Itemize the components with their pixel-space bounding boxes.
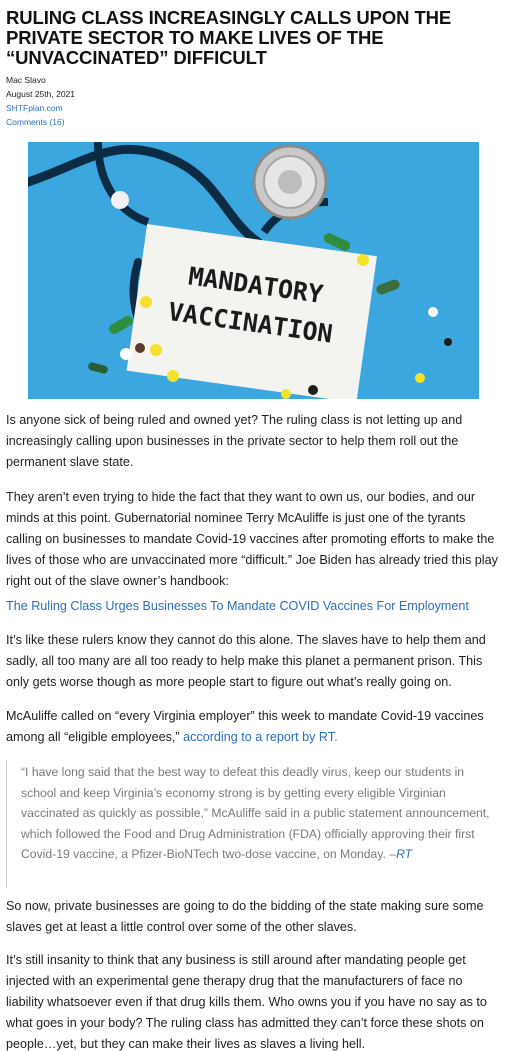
paragraph: It’s like these rulers know they cannot do this alone. The slaves have to help them and sadly, all too many are all too ready to help make this planet a permanent prison. This only gets worse though as more people start to figure out what’s really going on. — [6, 633, 486, 689]
pill-icon — [167, 370, 179, 382]
paragraph: So now, private businesses are going to do the bidding of the state making sure some slaves get at least a little control over some of the other slaves. — [6, 899, 484, 934]
pill-icon — [428, 307, 438, 317]
pill-icon — [308, 385, 318, 395]
comments-link[interactable]: Comments (16) — [6, 117, 65, 127]
article-author: Mac Slavo — [6, 75, 46, 85]
blockquote — [6, 760, 496, 888]
quote-text — [21, 760, 496, 865]
paragraph-text: McAuliffe called on “every Virginia employer” this week to mandate Covid-19 vaccines among all “eligible employees,” — [6, 709, 484, 744]
pill-icon — [357, 254, 369, 266]
card-line-2: VACCINATION — [166, 296, 335, 349]
rt-report-link[interactable]: according to a report by RT. — [183, 730, 338, 744]
quote-body: “I have long said that the best way to defeat this deadly virus, keep our students in school and keep Virginia’s economy strong is by getting every eligible Virginian vaccinated as quickly as possible,” McAuliffe said in a public statement announcement, which followed the Food and Drug Administration (FDA) officially approving their first Covid-19 vaccine, a Pfizer-BioNTech two-dose vaccine, on Monday. – — [21, 765, 490, 861]
quote-source-link[interactable]: RT — [396, 847, 413, 861]
card-line-1: MANDATORY — [186, 261, 325, 309]
paragraph: Is anyone sick of being ruled and owned yet? The ruling class is not letting up and increasingly calling upon businesses in the private sector to help them roll out the permanent slave state. — [6, 413, 463, 469]
pill-icon — [444, 338, 452, 346]
pill-icon — [415, 373, 425, 383]
hero-illustration — [28, 142, 479, 399]
paragraph: It’s still insanity to think that any business is still around after mandating people get injected with an experimental gene therapy drug that the manufacturers of face no liability whatsoever even if that drug kills them. Who owns you if you have no say as to what goes in your body? The ruling class has admitted they can’t force these shots on people…yet, but they can make their lives as slaves a living hell. — [6, 953, 487, 1051]
related-article-link[interactable]: The Ruling Class Urges Businesses To Mandate COVID Vaccines For Employment — [6, 599, 469, 613]
pill-icon — [150, 344, 162, 356]
site-link[interactable]: SHTFplan.com — [6, 103, 63, 113]
article-title: RULING CLASS INCREASINGLY CALLS UPON THE PRIVATE SECTOR TO MAKE LIVES OF THE “UNVACCINATED” DIFFICULT — [6, 7, 452, 68]
pill-icon — [140, 296, 152, 308]
hero-image — [28, 142, 479, 399]
article-date: August 25th, 2021 — [6, 89, 76, 99]
paragraph: They aren’t even trying to hide the fact that they want to own us, our bodies, and our minds at this point. Gubernatorial nominee Terry McAuliffe is just one of the tyrants calling on businesses to mandate Covid-19 vaccines after promoting efforts to make the lives of those who are unvaccinated more “difficult.” Joe Biden has already tried this play right out of the slave owner’s handbook: — [6, 490, 498, 588]
pill-icon — [135, 343, 145, 353]
pill-icon — [281, 389, 291, 399]
stethoscope-center-icon — [278, 170, 302, 194]
stethoscope-eartip-icon — [111, 191, 129, 209]
paragraph — [6, 706, 501, 748]
pill-icon — [120, 348, 132, 360]
